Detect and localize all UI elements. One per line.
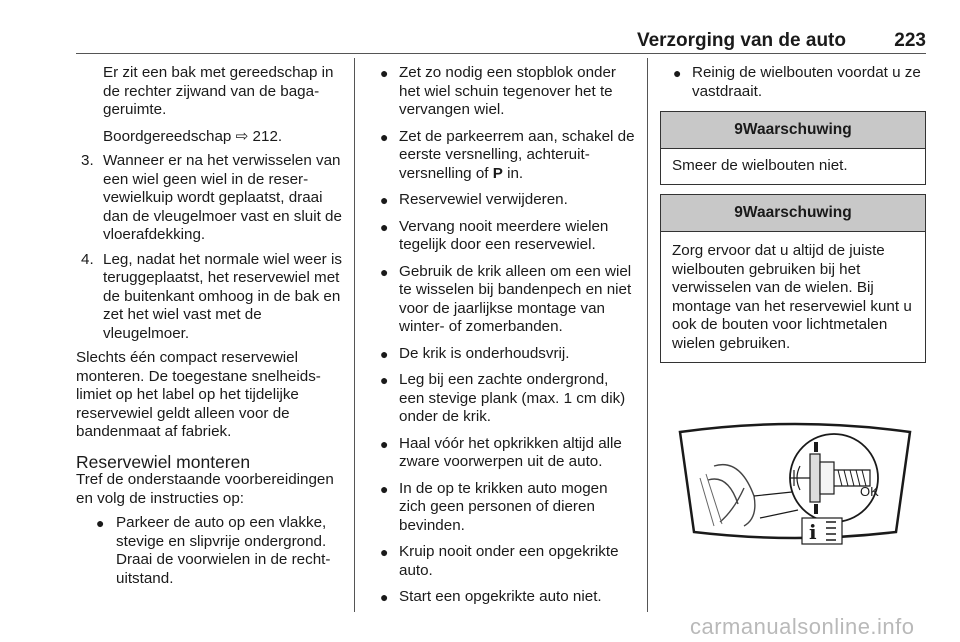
- list-item-text: Parkeer de auto op een vlakke, stevige en slipvrije ondergrond. Draai de voorwielen in de rechtuitstand.: [116, 514, 331, 587]
- warning-header: [661, 195, 925, 232]
- intro-paragraph: Tref de onderstaande voorbereidingen en volg de instructies op:: [76, 471, 334, 507]
- list-item-text: Start een opgekrikte auto niet.: [399, 588, 602, 605]
- list-item: [375, 345, 637, 364]
- reference-page[interactable]: 212.: [252, 127, 283, 145]
- warning-text: Zorg ervoor dat u altijd de juiste wielbouten gebruiken bij het verwisselen van de wielen. Bij montage van het reservewiel kunt u ook de bouten voor lichtmetalen wielen gebruiken.: [672, 242, 912, 352]
- bullet-icon: ●: [380, 218, 389, 235]
- info-icon: i: [809, 520, 817, 544]
- reference-arrow-icon[interactable]: ⇨: [235, 127, 249, 145]
- list-item: [375, 371, 637, 427]
- warning-header: [661, 112, 925, 149]
- step-text: Wanneer er na het verwisselen van een wiel geen wiel in de reservewielkuip wordt geplaatst, draai dan de vleugelmoer vast en sluit de vloerafdekking.: [103, 152, 342, 243]
- list-item: [375, 191, 637, 210]
- list-item-text: in.: [502, 164, 524, 182]
- warning-triangle-icon: 9: [734, 121, 743, 138]
- list-item-text: Vervang nooit meerdere wielen tegelijk door een reservewiel.: [399, 217, 609, 253]
- list-item-text: Reservewiel verwijderen.: [399, 191, 568, 208]
- bullet-icon: ●: [96, 515, 105, 531]
- section-heading: Reservewiel monteren: [76, 451, 251, 472]
- wheel-bolt-drawing: [674, 418, 916, 546]
- list-item: [375, 128, 637, 184]
- bullet-icon: ●: [380, 480, 389, 497]
- step-text: Leg, nadat het normale wiel weer is teruggeplaatst, het reservewiel met de buitenkant omhoog in de bak en zet het wiel vast met de vleugelmoer.: [103, 250, 342, 342]
- page-header: [76, 30, 926, 54]
- list-item: [375, 64, 637, 120]
- step-number: 4.: [81, 250, 94, 268]
- wheel-bolt-illustration: [674, 418, 916, 546]
- warning-box: [660, 194, 926, 363]
- bullet-icon: ●: [380, 263, 389, 280]
- list-item: [375, 588, 637, 607]
- bullet-icon: ●: [380, 65, 389, 81]
- list-item: [668, 64, 926, 101]
- watermark: carmanualsonline.info: [690, 614, 915, 639]
- warning-text: Smeer de wielbouten niet.: [672, 157, 848, 174]
- column-3: [668, 64, 926, 101]
- list-item: [375, 218, 637, 255]
- list-item-text: Reinig de wielbouten voordat u ze vastdraait.: [692, 64, 921, 100]
- step-number: 3.: [81, 152, 94, 169]
- compact-spare-paragraph: Slechts één compact reservewiel monteren. De toegestane snelheidslimiet op het label op het tijdelijke reservewiel geldt alleen voor de bandenmaat af fabriek.: [76, 349, 321, 440]
- bullet-icon: ●: [380, 435, 389, 452]
- bullet-icon: ●: [380, 544, 389, 560]
- bullet-icon: ●: [380, 128, 389, 145]
- list-item: [76, 514, 344, 588]
- ok-label: OK: [860, 484, 879, 499]
- warning-label: Waarschuwing: [742, 121, 852, 138]
- list-item: [375, 480, 637, 536]
- warning-box: [660, 111, 926, 185]
- column-divider-2: [647, 58, 648, 612]
- bullet-icon: ●: [380, 345, 389, 362]
- list-item-text: Gebruik de krik alleen om een wiel te wisselen bij bandenpech en niet voor de jaarlijkse montage van winter- of zomerbanden.: [399, 262, 632, 335]
- list-item-text: Haal vóór het opkrikken altijd alle zware voorwerpen uit de auto.: [399, 434, 622, 470]
- list-item-text: Zet de parkeerrem aan, schakel de eerste versnelling, achteruitversnelling of: [399, 127, 635, 182]
- column-1: [76, 64, 344, 588]
- column-2: [375, 64, 637, 607]
- list-item-text: De krik is onderhoudsvrij.: [399, 344, 570, 362]
- list-item: [375, 263, 637, 337]
- list-item-text: Leg bij een zachte ondergrond, een stevige plank (max. 1 cm dik) onder de krik.: [399, 371, 626, 425]
- list-item: [375, 543, 637, 580]
- bullet-icon: ●: [380, 192, 389, 208]
- header-rule: [76, 53, 926, 54]
- list-item-text: Kruip nooit onder een opgekrikte auto.: [399, 543, 619, 579]
- toolbox-paragraph: Er zit een bak met gereedschap in de rechter zijwand van de bagageruimte.: [103, 64, 334, 118]
- list-item: [375, 435, 637, 472]
- reference-text: Boordgereedschap: [103, 127, 236, 145]
- warning-triangle-icon: 9: [734, 204, 743, 221]
- toolbox-reference: [76, 128, 344, 147]
- bullet-icon: ●: [673, 65, 682, 81]
- step-item: [76, 251, 344, 344]
- bullet-icon: ●: [380, 589, 389, 605]
- page-title: Verzorging van de auto: [636, 30, 846, 51]
- list-item-text: Zet zo nodig een stopblok onder het wiel schuin tegenover het te vervangen wiel.: [399, 64, 616, 118]
- bullet-icon: ●: [380, 372, 389, 388]
- warning-label: Waarschuwing: [742, 204, 852, 221]
- list-item-text: In de op te krikken auto mogen zich geen personen of dieren bevinden.: [399, 479, 608, 534]
- page-number: 223: [894, 30, 926, 51]
- step-item: [76, 152, 344, 245]
- gear-p-label: P: [492, 164, 503, 182]
- column-divider-1: [354, 58, 355, 612]
